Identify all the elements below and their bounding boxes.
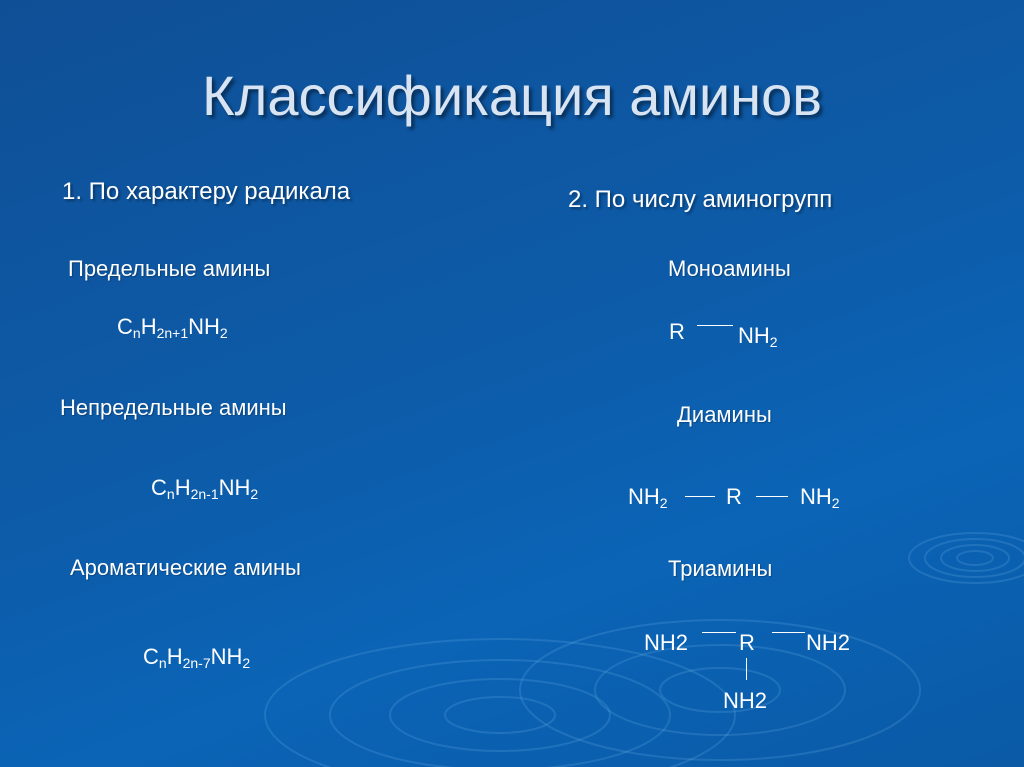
diamine-r: R (726, 484, 742, 509)
diamine-bond-right (756, 496, 788, 497)
triamine-nh2-right: NH2 (806, 630, 851, 655)
diamine-nh2-left: $NH_2$ (628, 484, 668, 511)
triamine-bond-left (702, 632, 736, 633)
saturated-amines-formula: $C_nH_{2n+1}NH_2$ (117, 314, 228, 341)
unsaturated-amines-formula: $C_nH_{2n-1}NH_2$ (151, 475, 259, 502)
radical-heading: 1. По характеру радикала (62, 178, 351, 205)
saturated-amines-label: Предельные амины (68, 256, 271, 281)
triamine-bond-down (746, 658, 747, 680)
triamine-bond-right (772, 632, 805, 633)
monoamine-bond (697, 325, 733, 326)
aromatic-amines-label: Ароматические амины (70, 555, 301, 580)
triamine-nh2-left: NH2 (644, 630, 689, 655)
diamine-nh2-right: $NH_2$ (800, 484, 840, 511)
aromatic-amines-formula: $C_nH_{2n-7}NH_2$ (143, 644, 251, 671)
triamines-label: Триамины (668, 556, 773, 581)
monoamine-nh2: $NH_2$ (738, 323, 778, 350)
slide-title: Классификация аминов (202, 64, 822, 127)
unsaturated-amines-label: Непредельные амины (60, 395, 287, 420)
triamine-r: R (739, 630, 755, 655)
amino-groups-heading: 2. По числу аминогрупп (568, 186, 833, 213)
diamines-label: Диамины (677, 402, 772, 427)
monoamines-label: Моноамины (668, 256, 791, 281)
monoamine-r: R (669, 319, 685, 344)
triamine-nh2-bottom: NH2 (723, 688, 768, 713)
diamine-bond-left (685, 496, 715, 497)
